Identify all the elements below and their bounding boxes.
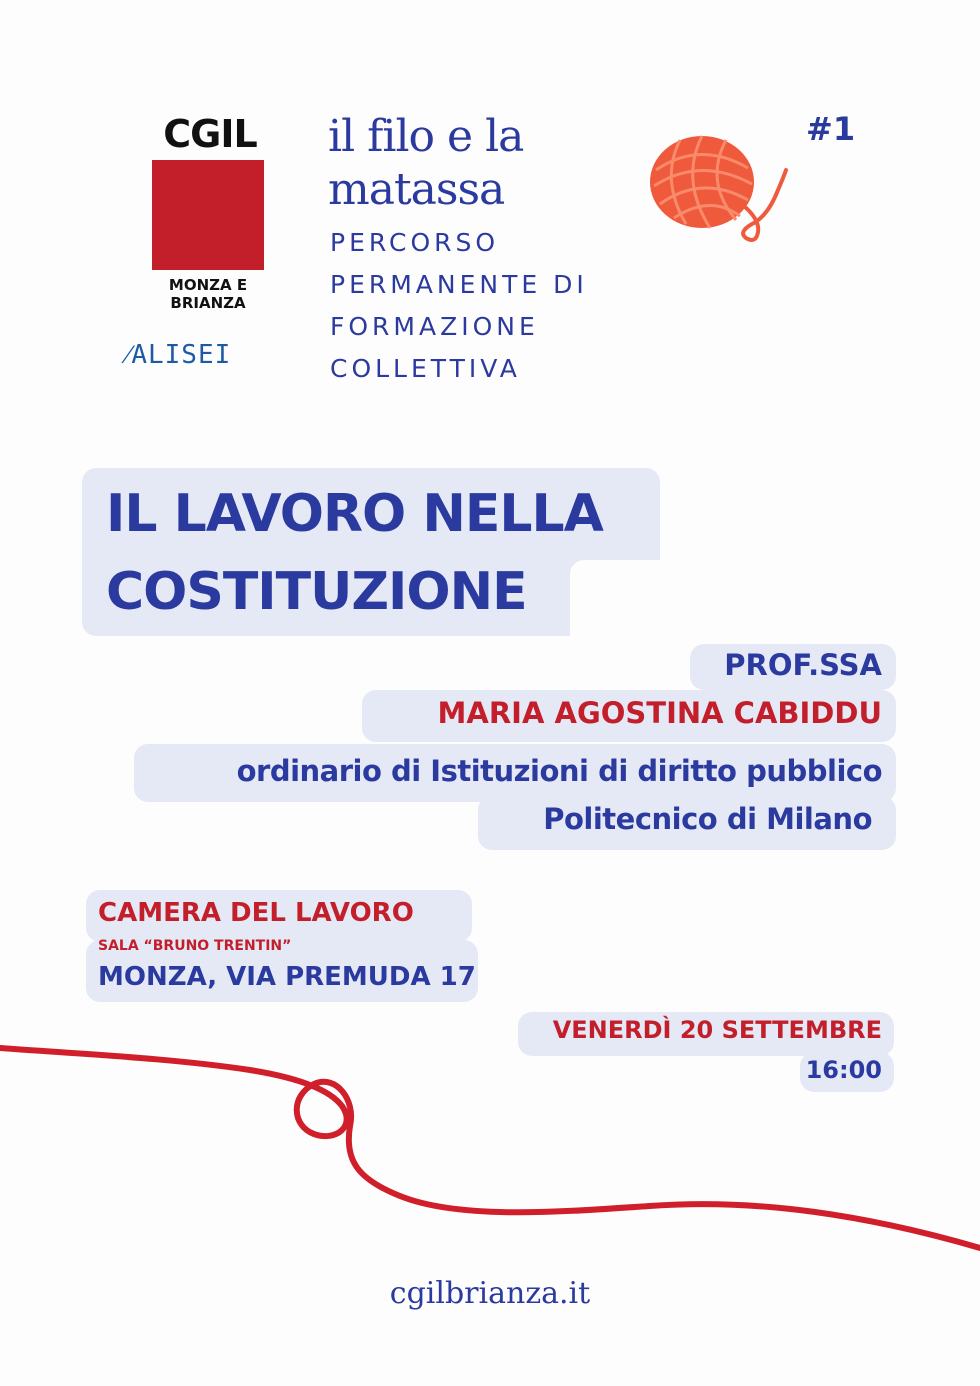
series-number: #1 [806, 110, 856, 148]
title-background-notch [570, 560, 670, 650]
venue-name: CAMERA DEL LAVORO [98, 898, 414, 928]
event-date: VENERDÌ 20 SETTEMBRE [552, 1016, 882, 1044]
website-link[interactable]: cgilbrianza.it [389, 1276, 591, 1311]
venue-room: SALA “BRUNO TRENTIN” [98, 938, 292, 954]
red-thread-decoration [0, 1030, 980, 1260]
speaker-affiliation: Politecnico di Milano [543, 802, 872, 836]
speaker-name: MARIA AGOSTINA CABIDDU [437, 696, 882, 730]
alisei-mark-icon: ⁄ [126, 340, 132, 370]
event-time: 16:00 [805, 1056, 882, 1084]
alisei-logo [126, 340, 231, 370]
cgil-red-square [152, 160, 264, 270]
yarn-ball-icon [640, 120, 800, 250]
event-title-line1: IL LAVORO NELLA [106, 484, 603, 544]
venue-address: MONZA, VIA PREMUDA 17 [98, 962, 476, 992]
alisei-wordmark: ALISEI [131, 340, 232, 370]
event-title-line2: COSTITUZIONE [106, 562, 527, 622]
speaker-title: PROF.SSA [724, 648, 882, 682]
speaker-role: ordinario di Istituzioni di diritto pubblico [236, 754, 882, 788]
series-title: il filo e la matassa [328, 111, 524, 215]
cgil-wordmark: CGIL [163, 112, 257, 156]
cgil-subtitle: MONZA E BRIANZA [168, 276, 248, 312]
series-subtitle: PERCORSO PERMANENTE DI FORMAZIONE COLLETTIVA [330, 228, 588, 383]
cgil-logo [124, 112, 294, 380]
